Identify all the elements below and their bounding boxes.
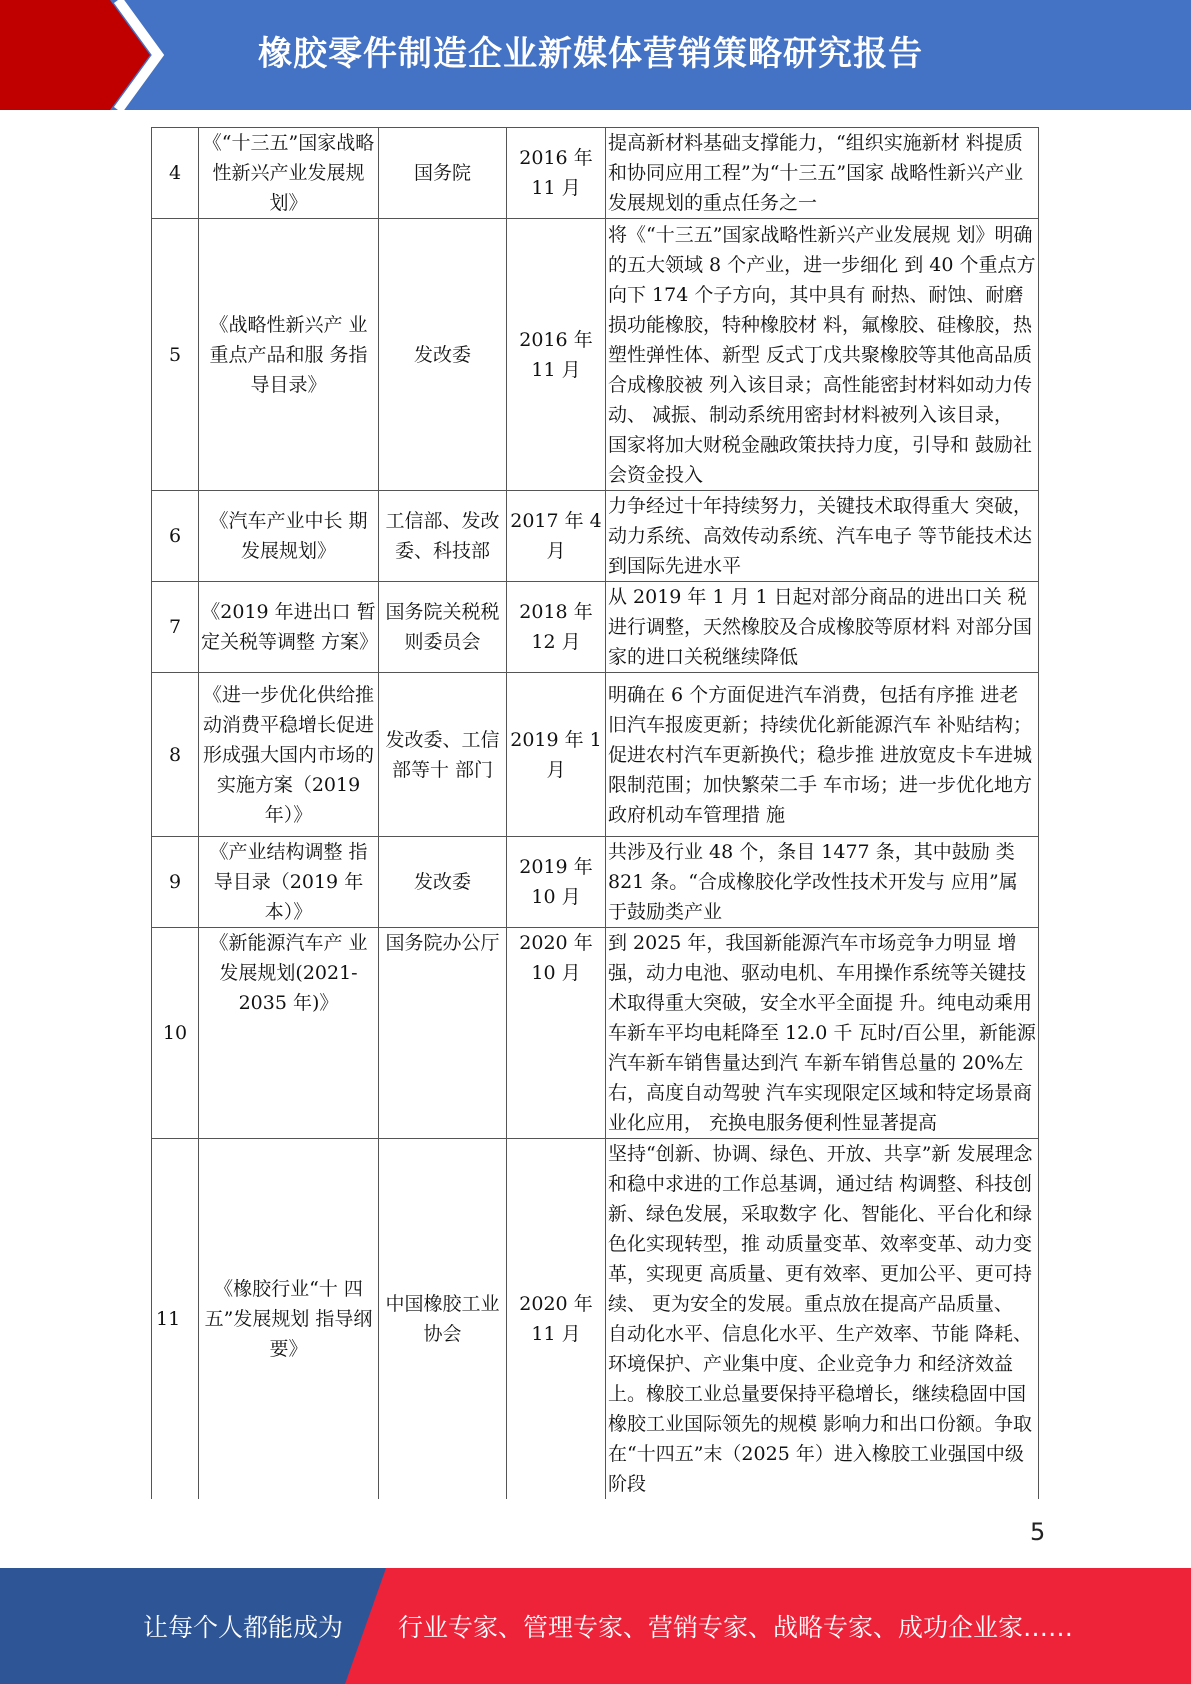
issuing-body: 国务院 — [379, 128, 507, 219]
issuing-body: 发改委 — [379, 837, 507, 928]
issuing-body: 国务院办公厅 — [379, 928, 507, 1139]
policy-content: 从 2019 年 1 月 1 日起对部分商品的进出口关 税进行调整，天然橡胶及合成橡胶等原材料 对部分国家的进口关税继续降低 — [606, 582, 1039, 673]
page-header — [0, 0, 1191, 110]
issue-date: 2019 年 10 月 — [507, 837, 606, 928]
policy-name: 《战略性新兴产 业重点产品和服 务指导目录》 — [199, 219, 379, 491]
policy-name: 《新能源汽车产 业发展规划(2021-2035 年)》 — [199, 928, 379, 1139]
row-number: 11 — [152, 1139, 199, 1500]
policy-content: 力争经过十年持续努力，关键技术取得重大 突破，动力系统、高效传动系统、汽车电子 等节能技术达到国际先进水平 — [606, 491, 1039, 582]
row-number: 7 — [152, 582, 199, 673]
policy-name: 《橡胶行业“十 四五”发展规划 指导纲要》 — [199, 1139, 379, 1500]
page-footer — [0, 1568, 1191, 1684]
row-number: 6 — [152, 491, 199, 582]
issuing-body: 发改委、工信部等十 部门 — [379, 673, 507, 837]
row-number: 5 — [152, 219, 199, 491]
footer-slogan-left: 让每个人都能成为 — [143, 1613, 344, 1642]
table-row — [152, 219, 1039, 491]
policy-name: 《2019 年进出口 暂定关税等调整 方案》 — [199, 582, 379, 673]
table-row — [152, 491, 1039, 582]
document-title: 橡胶零件制造企业新媒体营销策略研究报告 — [258, 34, 923, 74]
table-row — [152, 837, 1039, 928]
row-number: 10 — [152, 928, 199, 1139]
issue-date: 2016 年 11 月 — [507, 219, 606, 491]
row-number: 9 — [152, 837, 199, 928]
policy-content: 共涉及行业 48 个，条目 1477 条，其中鼓励 类 821 条。“合成橡胶化学改性技术开发与 应用”属于鼓励类产业 — [606, 837, 1039, 928]
table-row — [152, 673, 1039, 837]
policy-content: 将《“十三五”国家战略性新兴产业发展规 划》明确的五大领域 8 个产业，进一步细化 到 40 个重点方向下 174 个子方向，其中具有 耐热、耐蚀、耐磨损功能橡胶，特种橡胶材 料，氟橡胶、硅橡胶，热塑性弹性体、新型 反式丁戊共聚橡胶等其他高品质合成橡胶被 列入该目录；高性能密封材料如动力传动、 减振、制动系统用密封材料被列入该目录， 国家将加大财税金融政策扶持力度，引导和 鼓励社会资金投入 — [606, 219, 1039, 491]
policy-name: 《进一步优化供给推动消费平稳增长促进形成强大国内市场的实施方案（2019 年）》 — [199, 673, 379, 837]
row-number: 4 — [152, 128, 199, 219]
issue-date: 2017 年 4 月 — [507, 491, 606, 582]
issue-date: 2016 年 11 月 — [507, 128, 606, 219]
policy-name: 《产业结构调整 指导目录（2019 年本）》 — [199, 837, 379, 928]
table-row — [152, 128, 1039, 219]
table-row — [152, 582, 1039, 673]
issue-date: 2019 年 1 月 — [507, 673, 606, 837]
policy-content: 坚持“创新、协调、绿色、开放、共享”新 发展理念和稳中求进的工作总基调，通过结 构调整、科技创新、绿色发展，采取数字 化、智能化、平台化和绿色化实现转型，推 动质量变革、效率变革、动力变革，实现更 高质量、更有效率、更加公平、更可持续、 更为安全的发展。重点放在提高产品质量、 自动化水平、信息化水平、生产效率、节能 降耗、环境保护、产业集中度、企业竞争力 和经济效益上。橡胶工业总量要保持平稳增长，继续稳固中国橡胶工业国际领先的规模 影响力和出口份额。争取在“十四五”末（2025 年）进入橡胶工业强国中级阶段 — [606, 1139, 1039, 1500]
policy-name: 《汽车产业中长 期发展规划》 — [199, 491, 379, 582]
policy-content: 到 2025 年，我国新能源汽车市场竞争力明显 增强，动力电池、驱动电机、车用操作系统等关键技术取得重大突破，安全水平全面提 升。纯电动乘用车新车平均电耗降至 12.0 千 瓦时/百公里，新能源汽车新车销售量达到汽 车新车销售总量的 20%左右，高度自动驾驶 汽车实现限定区域和特定场景商业化应用， 充换电服务便利性显著提高 — [606, 928, 1039, 1139]
row-number: 8 — [152, 673, 199, 837]
policy-table — [151, 127, 1039, 1499]
table-row — [152, 1139, 1039, 1500]
footer-slogan-right: 行业专家、管理专家、营销专家、战略专家、成功企业家…… — [398, 1613, 1074, 1642]
issue-date: 2020 年 11 月 — [507, 1139, 606, 1500]
issue-date: 2020 年 10 月 — [507, 928, 606, 1139]
issuing-body: 国务院关税税则委员会 — [379, 582, 507, 673]
issuing-body: 发改委 — [379, 219, 507, 491]
policy-content: 提高新材料基础支撑能力，“组织实施新材 料提质和协同应用工程”为“十三五”国家 战略性新兴产业发展规划的重点任务之一 — [606, 128, 1039, 219]
issuing-body: 中国橡胶工业协会 — [379, 1139, 507, 1500]
issuing-body: 工信部、发改委、科技部 — [379, 491, 507, 582]
policy-content: 明确在 6 个方面促进汽车消费，包括有序推 进老旧汽车报废更新；持续优化新能源汽车 补贴结构；促进农村汽车更新换代；稳步推 进放宽皮卡车进城限制范围；加快繁荣二手 车市场；进一步优化地方政府机动车管理措 施 — [606, 673, 1039, 837]
page-number: 5 — [1030, 1518, 1046, 1546]
issue-date: 2018 年 12 月 — [507, 582, 606, 673]
policy-name: 《“十三五”国家战略性新兴产业发展规划》 — [199, 128, 379, 219]
table-row — [152, 928, 1039, 1139]
